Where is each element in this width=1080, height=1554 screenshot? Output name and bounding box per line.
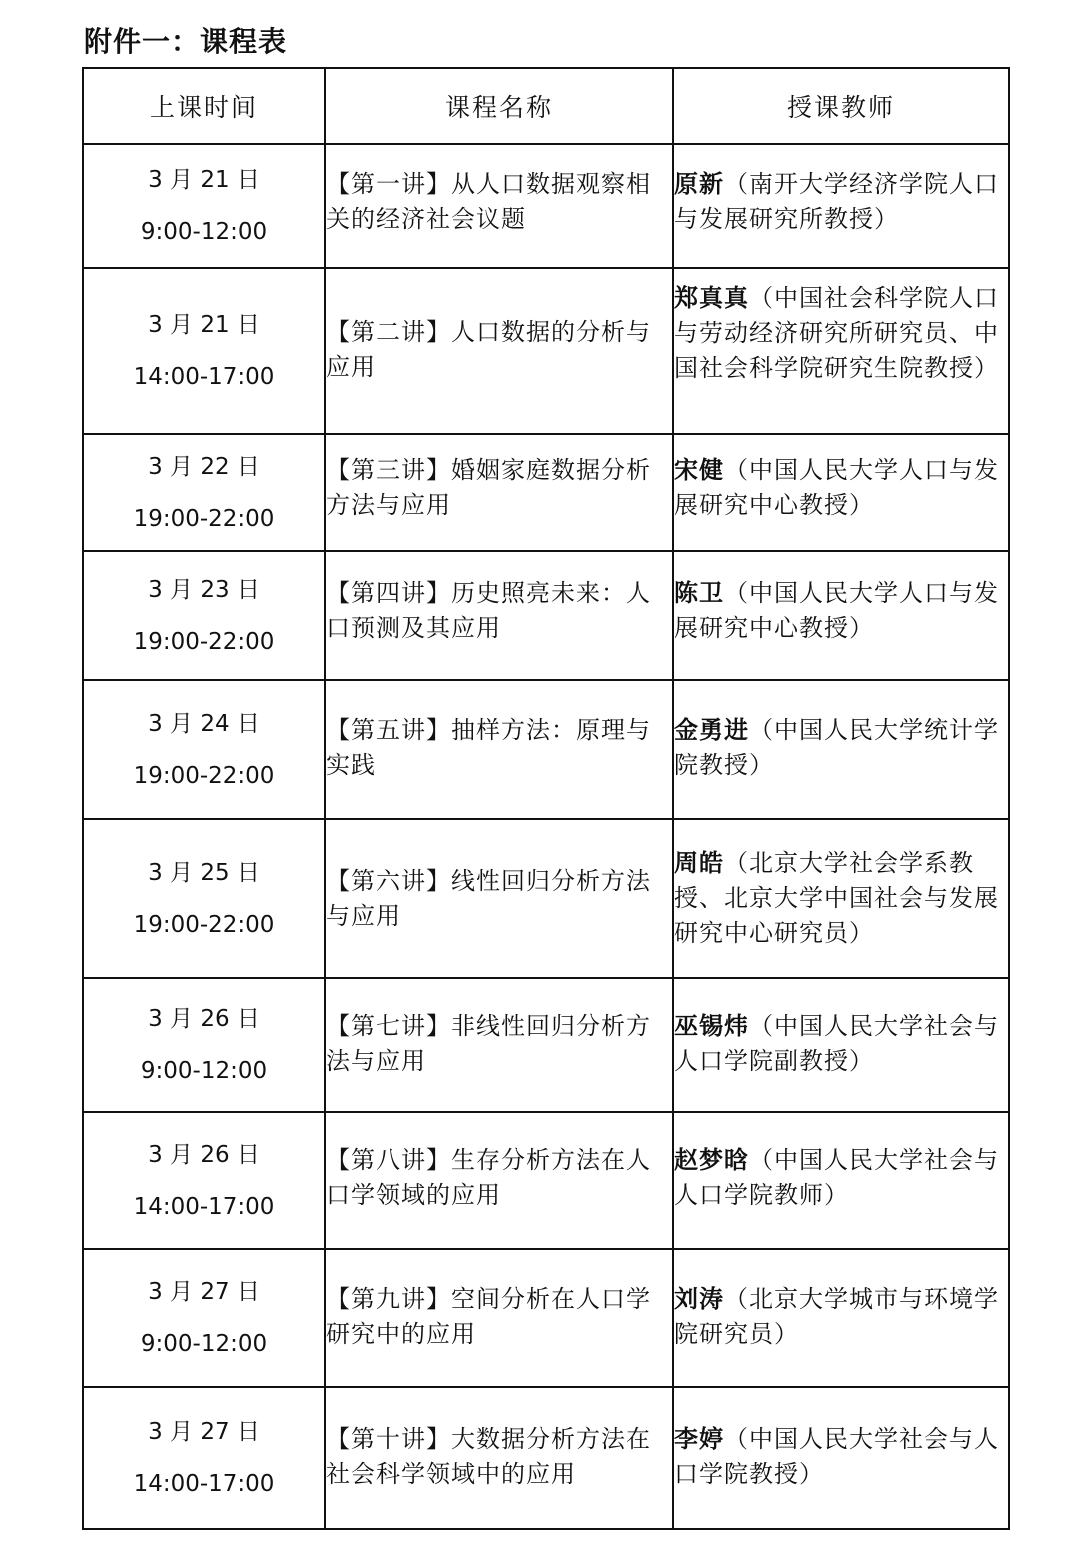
date: 3 月 21 日	[148, 167, 260, 193]
teacher-info: （中国人民大学人口与发展研究中心教授）	[674, 579, 999, 642]
header-teacher: 授课教师	[673, 68, 1009, 144]
teacher-name: 刘涛	[674, 1285, 724, 1313]
hours: 9:00-12:00	[140, 219, 268, 245]
teacher-name: 原新	[674, 170, 724, 198]
course-cell: 【第一讲】从人口数据观察相关的经济社会议题	[325, 144, 673, 268]
header-time: 上课时间	[83, 68, 325, 144]
course-cell: 【第二讲】人口数据的分析与应用	[325, 268, 673, 434]
hours: 19:00-22:00	[133, 911, 275, 938]
teacher-info: （中国人民大学统计学院教授）	[674, 716, 999, 779]
date: 3 月 24 日	[148, 710, 260, 737]
date: 3 月 27 日	[148, 1279, 260, 1305]
time-cell	[83, 434, 325, 551]
course-cell: 【第四讲】历史照亮未来：人口预测及其应用	[325, 551, 673, 680]
table-row	[83, 434, 1009, 551]
time-cell	[83, 144, 325, 268]
hours: 14:00-17:00	[133, 364, 275, 390]
time-cell	[83, 819, 325, 978]
table-row	[83, 680, 1009, 819]
teacher-name: 巫锡炜	[674, 1012, 749, 1040]
course-cell: 【第十讲】大数据分析方法在社会科学领域中的应用	[325, 1387, 673, 1529]
teacher-cell	[673, 1249, 1009, 1387]
teacher-info: （中国人民大学社会与人口学院教师）	[674, 1146, 999, 1209]
table-row	[83, 1249, 1009, 1387]
date: 3 月 23 日	[148, 576, 260, 603]
teacher-cell	[673, 434, 1009, 551]
teacher-name: 郑真真	[674, 284, 749, 312]
hours: 14:00-17:00	[133, 1193, 275, 1220]
hours: 14:00-17:00	[133, 1471, 275, 1497]
table-row	[83, 1112, 1009, 1249]
table-row	[83, 1387, 1009, 1529]
teacher-info: （北京大学城市与环境学院研究员）	[674, 1285, 999, 1348]
date: 3 月 25 日	[148, 859, 260, 886]
table-row	[83, 819, 1009, 978]
teacher-cell	[673, 268, 1009, 434]
teacher-name: 赵梦晗	[674, 1146, 749, 1174]
teacher-cell	[673, 1387, 1009, 1529]
date: 3 月 22 日	[148, 453, 260, 480]
course-cell: 【第八讲】生存分析方法在人口学领域的应用	[325, 1112, 673, 1249]
table-row	[83, 551, 1009, 680]
document-title: 附件一：课程表	[84, 25, 288, 58]
hours: 19:00-22:00	[133, 762, 275, 789]
teacher-cell	[673, 680, 1009, 819]
course-cell: 【第七讲】非线性回归分析方法与应用	[325, 978, 673, 1112]
course-schedule-table	[82, 67, 1010, 1530]
course-cell: 【第九讲】空间分析在人口学研究中的应用	[325, 1249, 673, 1387]
header-course: 课程名称	[325, 68, 673, 144]
teacher-cell	[673, 1112, 1009, 1249]
teacher-name: 陈卫	[674, 579, 724, 607]
date: 3 月 26 日	[148, 1141, 260, 1168]
teacher-info: （北京大学社会学系教授、北京大学中国社会与发展研究中心研究员）	[674, 849, 999, 947]
hours: 9:00-12:00	[140, 1058, 268, 1084]
time-cell	[83, 1112, 325, 1249]
date: 3 月 27 日	[148, 1419, 260, 1445]
table-row	[83, 268, 1009, 434]
teacher-info: （中国社会科学院人口与劳动经济研究所研究员、中国社会科学院研究生院教授）	[674, 284, 999, 382]
teacher-cell	[673, 819, 1009, 978]
teacher-cell	[673, 144, 1009, 268]
teacher-info: （中国人民大学人口与发展研究中心教授）	[674, 456, 999, 519]
time-cell	[83, 978, 325, 1112]
course-cell: 【第三讲】婚姻家庭数据分析方法与应用	[325, 434, 673, 551]
teacher-info: （南开大学经济学院人口与发展研究所教授）	[674, 170, 999, 233]
table-header-row	[83, 68, 1009, 144]
time-cell	[83, 680, 325, 819]
time-cell	[83, 1249, 325, 1387]
teacher-info: （中国人民大学社会与人口学院副教授）	[674, 1012, 999, 1075]
table-row	[83, 144, 1009, 268]
date: 3 月 21 日	[148, 312, 260, 338]
table-row	[83, 978, 1009, 1112]
teacher-name: 金勇进	[674, 716, 749, 744]
teacher-cell	[673, 978, 1009, 1112]
time-cell	[83, 1387, 325, 1529]
teacher-name: 宋健	[674, 456, 724, 484]
date: 3 月 26 日	[148, 1006, 260, 1032]
time-cell	[83, 268, 325, 434]
hours: 19:00-22:00	[133, 505, 275, 532]
time-cell	[83, 551, 325, 680]
course-cell: 【第五讲】抽样方法：原理与实践	[325, 680, 673, 819]
teacher-name: 周皓	[674, 849, 724, 877]
hours: 19:00-22:00	[133, 628, 275, 655]
teacher-cell	[673, 551, 1009, 680]
teacher-name: 李婷	[674, 1425, 724, 1453]
teacher-info: （中国人民大学社会与人口学院教授）	[674, 1425, 999, 1488]
course-cell: 【第六讲】线性回归分析方法与应用	[325, 819, 673, 978]
hours: 9:00-12:00	[140, 1331, 268, 1357]
